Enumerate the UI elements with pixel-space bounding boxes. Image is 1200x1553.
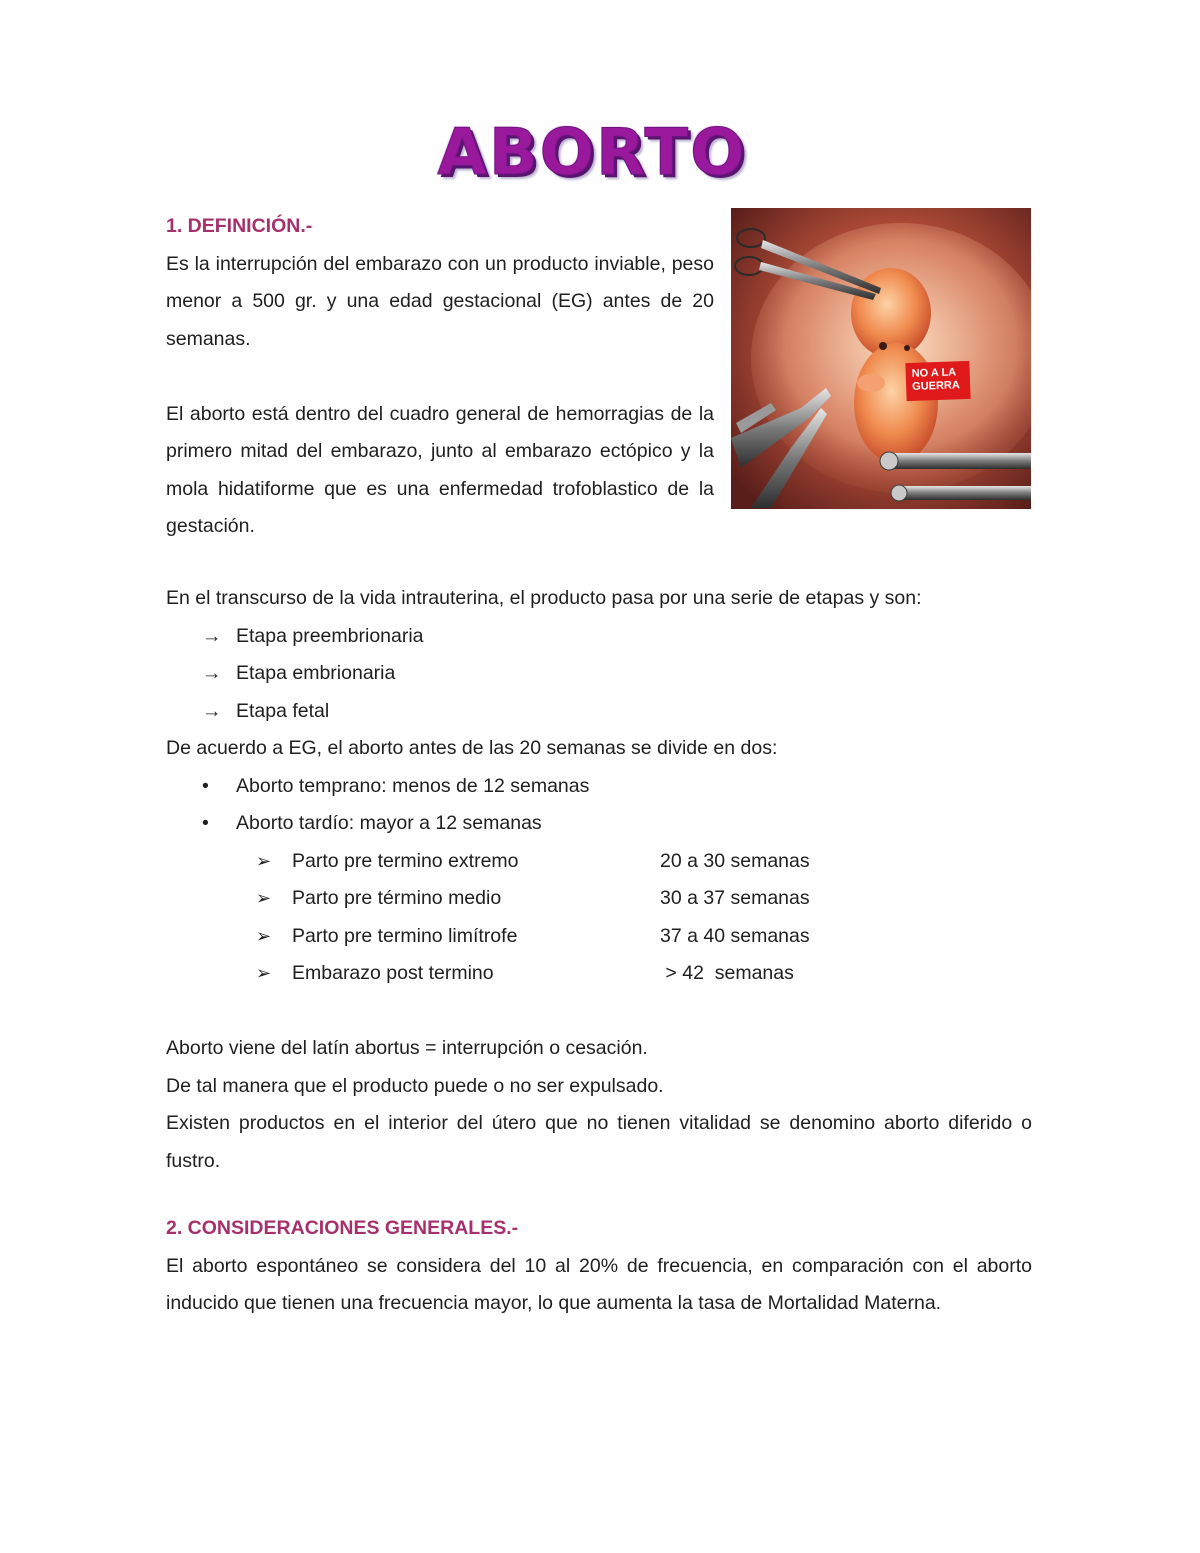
list-item: → Etapa fetal xyxy=(166,693,1032,731)
abortion-types-list xyxy=(166,768,1032,843)
list-item: ➢ Parto pre termino extremo 20 a 30 semanas xyxy=(166,843,1032,881)
hemorrhage-paragraph: El aborto está dentro del cuadro general de hemorragias de la primero mitad del embarazo, junto al embarazo ectópico y la mola hidatiforme que es una enfermedad trofoblastico de la gestación. xyxy=(166,402,714,537)
arrow-icon: → xyxy=(202,699,222,722)
section-1-heading: 1. DEFINICIÓN.- xyxy=(166,215,313,237)
list-item: → Etapa embrionaria xyxy=(166,655,1032,693)
definition-paragraph: Es la interrupción del embarazo con un producto inviable, peso menor a 500 gr. y una edad gestacional (EG) antes de 20 semanas. xyxy=(166,252,714,350)
list-item: • Aborto tardío: mayor a 12 semanas xyxy=(166,805,1032,843)
document-title: ABORTO xyxy=(437,116,747,190)
bullet-icon: • xyxy=(202,774,209,797)
stages-block xyxy=(166,580,1032,1180)
list-item: ➢ Parto pre termino limítrofe 37 a 40 semanas xyxy=(166,918,1032,956)
stages-intro-paragraph: En el transcurso de la vida intrauterina, el producto pasa por una serie de etapas y son: xyxy=(166,587,922,609)
fetus-illustration-graphic xyxy=(731,208,1031,509)
arrowhead-icon: ➢ xyxy=(256,925,272,946)
considerations-block xyxy=(166,1210,1032,1323)
expulsion-paragraph: De tal manera que el producto puede o no ser expulsado. xyxy=(166,1074,664,1097)
missed-abortion-paragraph: Existen productos en el interior del útero que no tienen vitalidad se denomino aborto diferido o fustro. xyxy=(166,1112,1032,1172)
list-item: → Etapa preembrionaria xyxy=(166,618,1032,656)
definition-block xyxy=(166,208,714,546)
frequency-paragraph: El aborto espontáneo se considera del 10 al 20% de frecuencia, en comparación con el aborto inducido que tienen una frecuencia mayor, lo que aumenta la tasa de Mortalidad Materna. xyxy=(166,1254,1032,1314)
badge-line-2: GUERRA xyxy=(911,379,961,393)
badge-line-1: NO A LA xyxy=(911,366,957,380)
section-2-heading: 2. CONSIDERACIONES GENERALES.- xyxy=(166,1217,519,1239)
no-a-la-guerra-badge xyxy=(905,361,970,401)
list-item: ➢ Parto pre término medio 30 a 37 semanas xyxy=(166,880,1032,918)
fetus-illustration xyxy=(731,208,1031,509)
arrowhead-icon: ➢ xyxy=(256,888,272,908)
arrowhead-icon: ➢ xyxy=(256,963,272,983)
stages-list xyxy=(166,618,1032,731)
preterm-list xyxy=(166,843,1032,993)
classification-paragraph: De acuerdo a EG, el aborto antes de las 20 semanas se divide en dos: xyxy=(166,737,778,759)
list-item: • Aborto temprano: menos de 12 semanas xyxy=(166,768,1032,806)
arrow-icon: → xyxy=(202,624,222,647)
arrowhead-icon: ➢ xyxy=(256,850,272,871)
arrow-icon: → xyxy=(202,662,222,684)
bullet-icon: • xyxy=(202,812,209,834)
list-item: ➢ Embarazo post termino > 42 semanas xyxy=(166,955,1032,993)
etymology-paragraph: Aborto viene del latín abortus = interrupción o cesación. xyxy=(166,1037,648,1059)
